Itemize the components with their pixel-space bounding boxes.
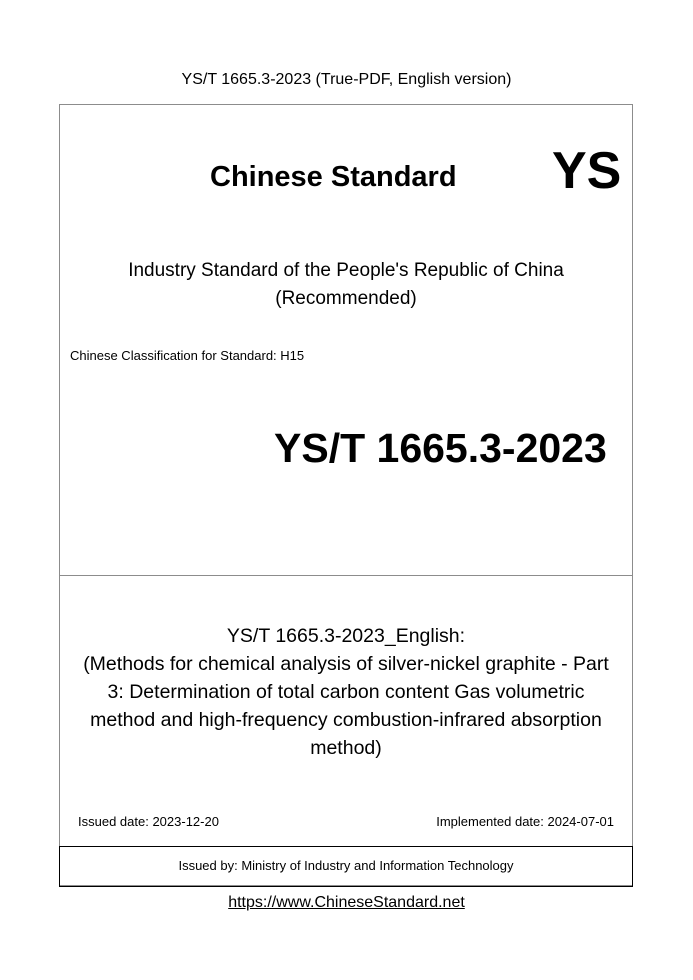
cover-title: Chinese Standard xyxy=(210,161,457,193)
cover-frame xyxy=(59,104,633,886)
industry-standard-line: Industry Standard of the People's Republic of China xyxy=(128,260,564,281)
english-title-line: method and high-frequency combustion-infrared absorption xyxy=(90,709,602,731)
issuer-box: Issued by: Ministry of Industry and Information Technology xyxy=(59,846,633,887)
english-title-line: method) xyxy=(310,737,382,759)
website-link[interactable]: https://www.ChineseStandard.net xyxy=(228,894,465,911)
classification-label: Chinese Classification for Standard: H15 xyxy=(70,348,305,363)
cover-upper-section xyxy=(60,105,632,576)
english-title xyxy=(70,622,622,762)
cover-lower-section xyxy=(60,576,632,846)
issued-date: Issued date: 2023-12-20 xyxy=(78,814,219,829)
english-title-line: YS/T 1665.3-2023_English: xyxy=(226,625,466,647)
standard-code: YS xyxy=(552,142,622,200)
implemented-date: Implemented date: 2024-07-01 xyxy=(436,814,614,829)
english-title-line: (Methods for chemical analysis of silver-nickel graphite - Part xyxy=(83,653,609,675)
document-header: YS/T 1665.3-2023 (True-PDF, English version) xyxy=(181,71,512,88)
standard-number: YS/T 1665.3-2023 xyxy=(274,425,607,471)
recommended-line: (Recommended) xyxy=(275,288,417,309)
english-title-line: 3: Determination of total carbon content Gas volumetric xyxy=(107,681,585,703)
